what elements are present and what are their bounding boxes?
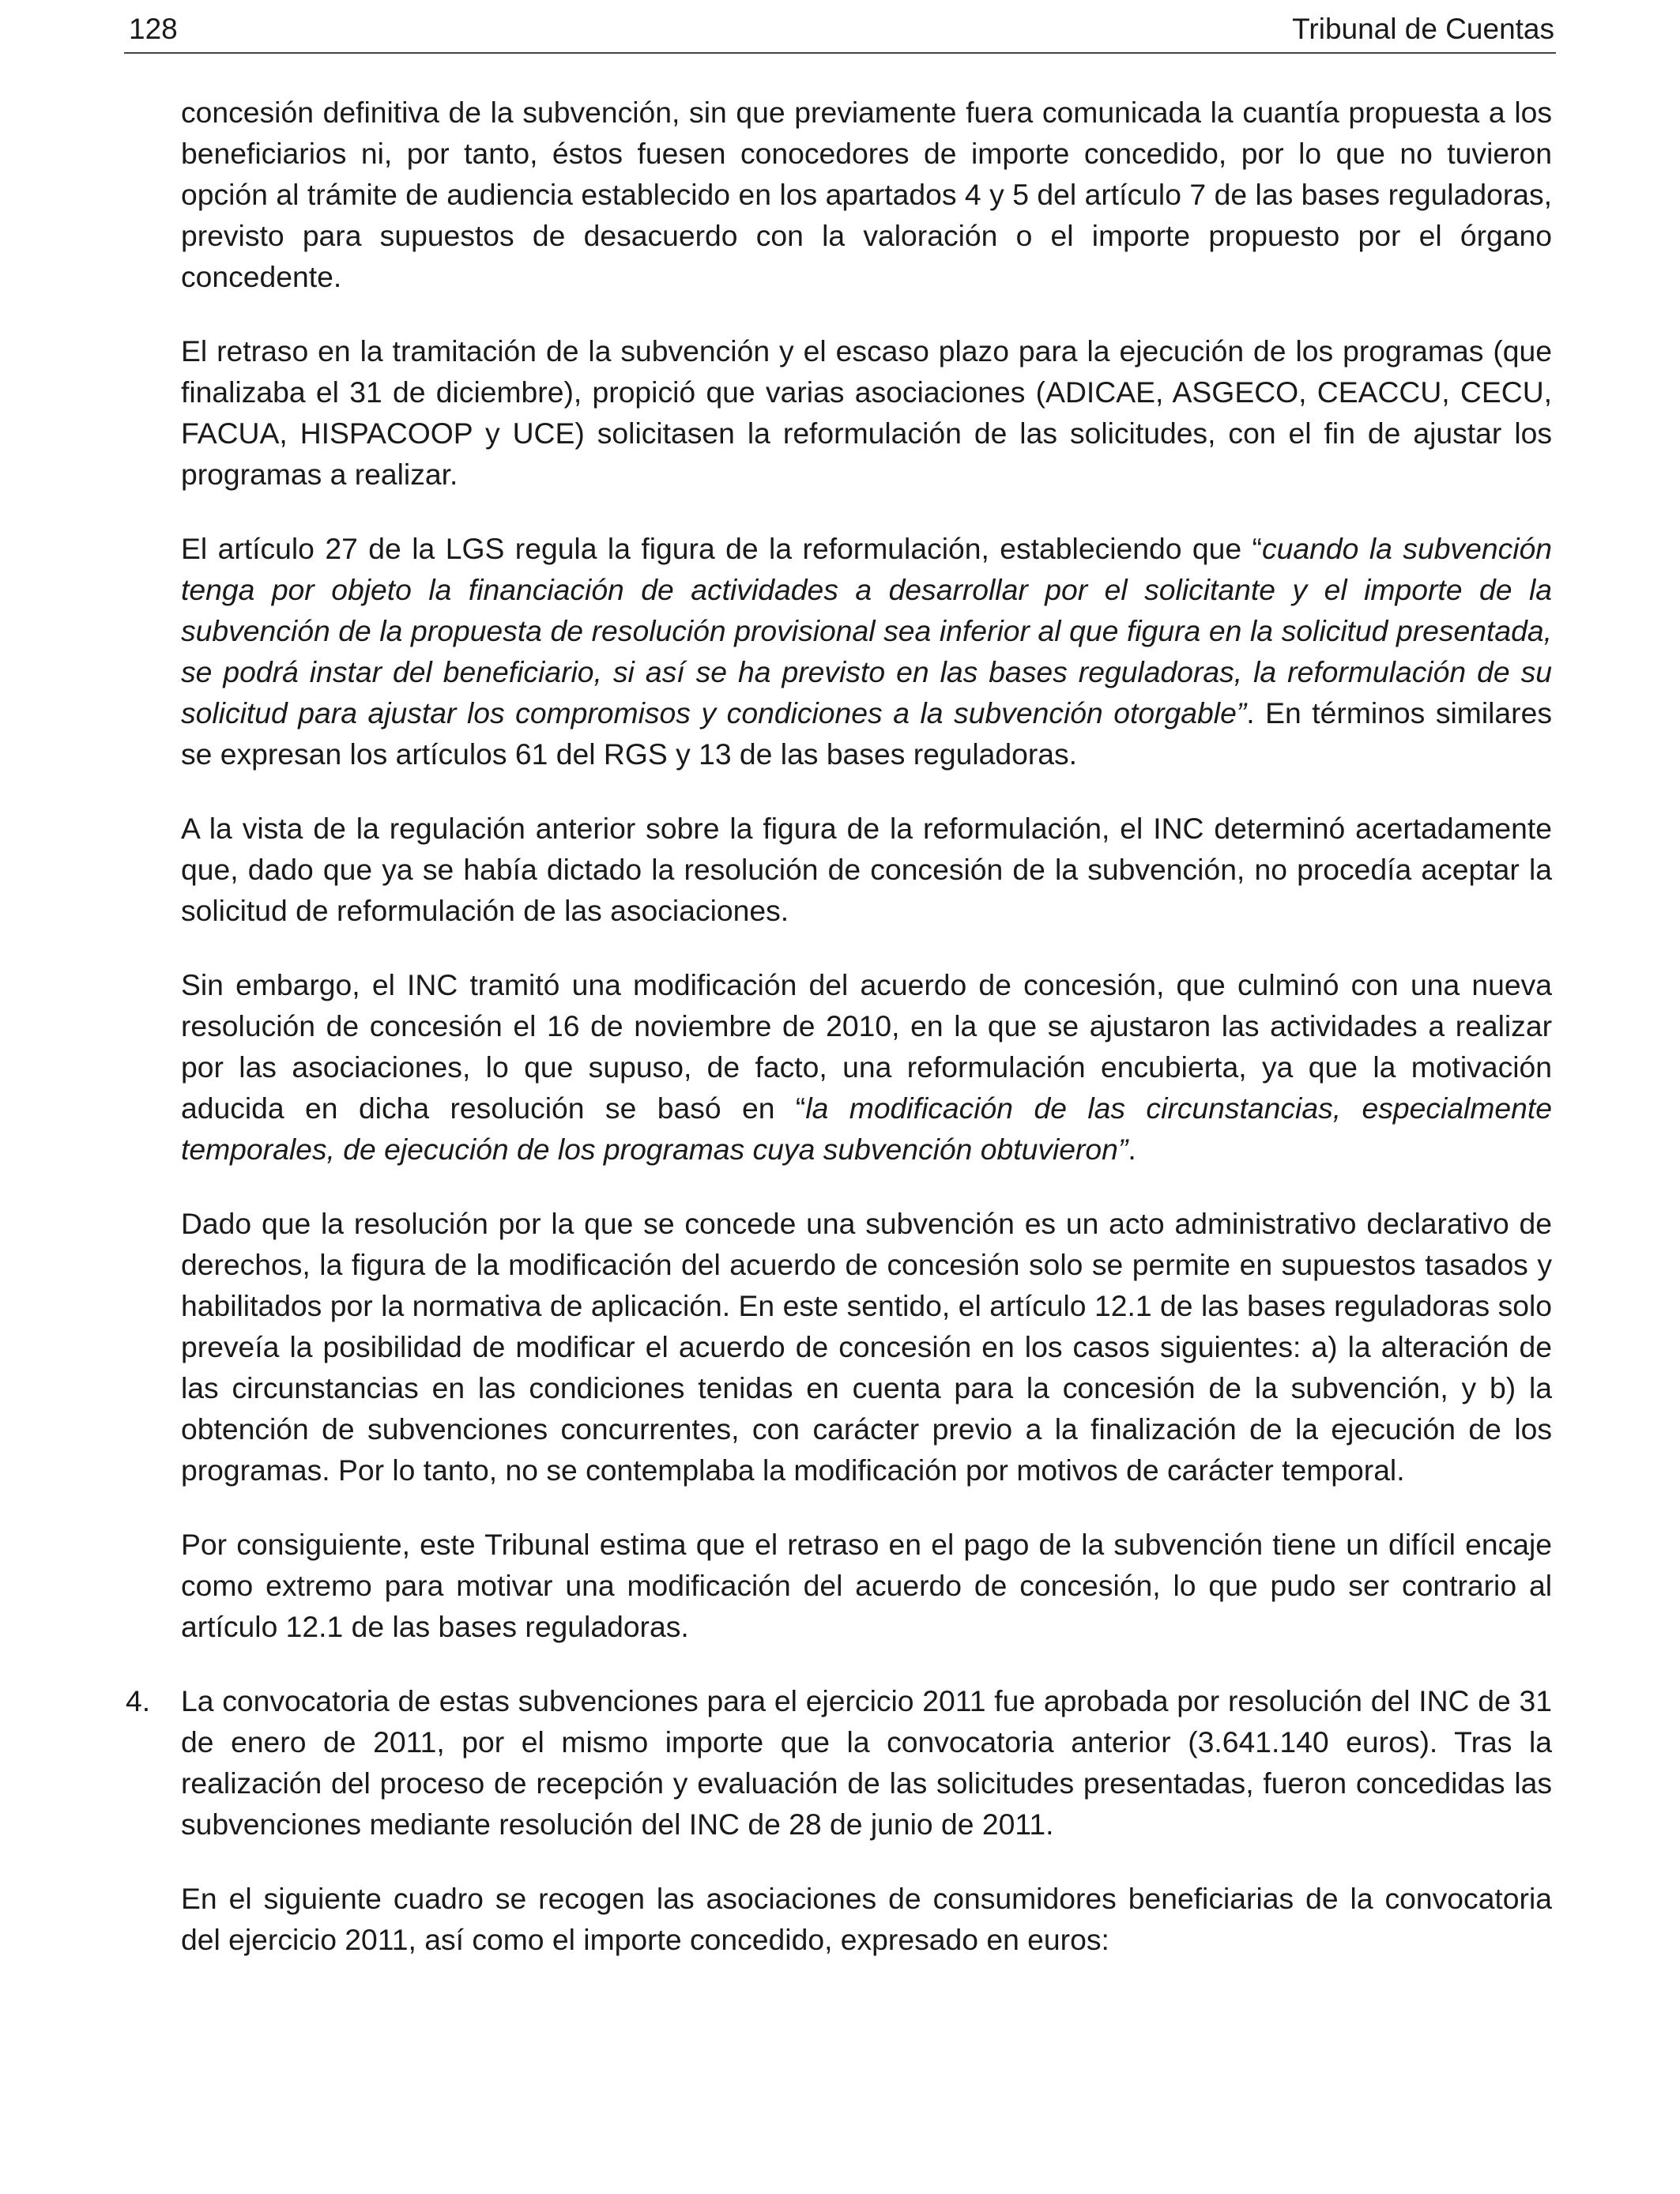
paragraph-8-text: La convocatoria de estas subvenciones para el ejercicio 2011 fue aprobada por resolución del INC de 31 de enero de 2011, por el mismo importe que la convocatoria anterior (3.641.140 euros). Tras la realización del proceso de recepción y evaluación de las solicitudes presentadas, fueron concedidas las subvenciones mediante resolución del INC de 28 de junio de 2011. (181, 1684, 1552, 1841)
paragraph-2: El retraso en la tramitación de la subvención y el escaso plazo para la ejecución de los programas (que finalizaba el 31 de diciembre), propició que varias asociaciones (ADICAE, ASGECO, CEACCU, CECU, FACUA, HISPACOOP y UCE) solicitasen la reformulación de las solicitudes, con el fin de ajustar los programas a realizar. (181, 334, 1552, 491)
paragraph-9: En el siguiente cuadro se recogen las asociaciones de consumidores beneficiarias de la convocatoria del ejercicio 2011, así como el importe concedido, expresado en euros: (181, 1882, 1552, 1956)
paragraph-5-tail: . (1128, 1133, 1136, 1166)
header-title: Tribunal de Cuentas (1292, 13, 1554, 45)
paragraph-3-intro: El artículo 27 de la LGS regula la figura de la reformulación, estableciendo que “ (181, 532, 1263, 565)
document-body (126, 92, 1552, 1993)
paragraph-5-intro: Sin embargo, el INC tramitó una modificación del acuerdo de concesión, que culminó con una nueva resolución de concesión el 16 de noviembre de 2010, en la que se ajustaron las actividades a realizar por las asociaciones, lo que supuso, de facto, una reformulación encubierta, ya que la motivación aducida en dicha resolución se basó en “ (181, 968, 1552, 1125)
paragraph-4: A la vista de la regulación anterior sobre la figura de la reformulación, el INC determinó acertadamente que, dado que ya se había dictado la resolución de concesión de la subvención, no procedía aceptar la solicitud de reformulación de las asociaciones. (181, 812, 1552, 927)
paragraph-3-tail: . En términos similares se expresan los artículos 61 del RGS y 13 de las bases reguladoras. (181, 696, 1552, 771)
paragraph-3-quote: cuando la subvención tenga por objeto la financiación de actividades a desarrollar por el solicitante y el importe de la subvención de la propuesta de resolución provisional sea inferior al que figura en la solicitud presentada, se podrá instar del beneficiario, si así se ha previsto en las bases reguladoras, la reformulación de su solicitud para ajustar los compromisos y condiciones a la subvención otorgable” (181, 532, 1552, 729)
page-number: 128 (129, 13, 178, 45)
paragraph-7: Por consiguiente, este Tribunal estima que el retraso en el pago de la subvención tiene un difícil encaje como extremo para motivar una modificación del acuerdo de concesión, lo que pudo ser contrario al artículo 12.1 de las bases reguladoras. (181, 1528, 1552, 1643)
page-header (124, 11, 1556, 54)
paragraph-5-quote: la modificación de las circunstancias, especialmente temporales, de ejecución de los programas cuya subvención obtuvieron” (181, 1091, 1552, 1166)
paragraph-6: Dado que la resolución por la que se concede una subvención es un acto administrativo declarativo de derechos, la figura de la modificación del acuerdo de concesión solo se permite en supuestos tasados y habilitados por la normativa de aplicación. En este sentido, el artículo 12.1 de las bases reguladoras solo preveía la posibilidad de modificar el acuerdo de concesión en los casos siguientes: a) la alteración de las circunstancias en las condiciones tenidas en cuenta para la concesión de la subvención, y b) la obtención de subvenciones concurrentes, con carácter previo a la finalización de la ejecución de los programas. Por lo tanto, no se contemplaba la modificación por motivos de carácter temporal. (181, 1207, 1552, 1487)
paragraph-1: concesión definitiva de la subvención, sin que previamente fuera comunicada la cuantía propuesta a los beneficiarios ni, por tanto, éstos fuesen conocedores de importe concedido, por lo que no tuvieron opción al trámite de audiencia establecido en los apartados 4 y 5 del artículo 7 de las bases reguladoras, previsto para supuestos de desacuerdo con la valoración o el importe propuesto por el órgano concedente. (181, 96, 1552, 293)
paragraph-5 (181, 964, 1552, 1170)
paragraph-3 (181, 528, 1552, 775)
list-number: 4. (126, 1684, 151, 1717)
numbered-paragraph-4 (126, 1680, 1552, 1845)
